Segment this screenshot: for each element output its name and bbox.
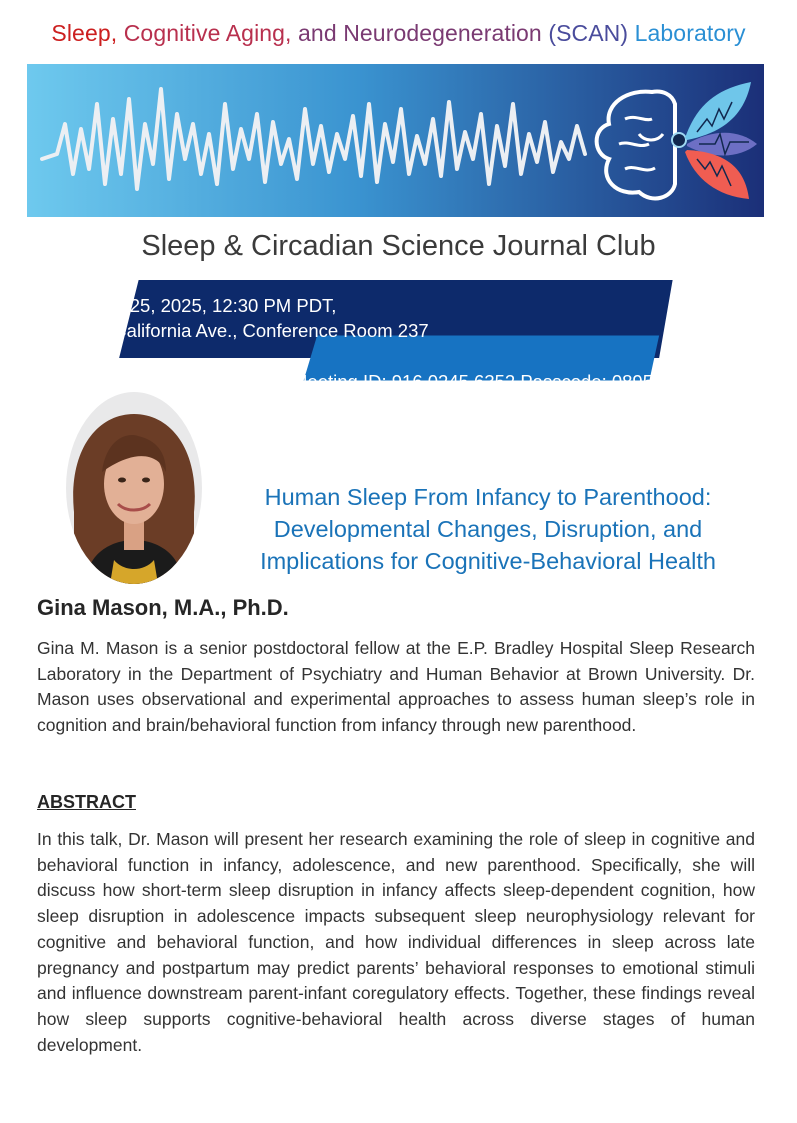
- lab-title-part-2: Cognitive Aging,: [117, 20, 292, 46]
- speaker-name: Gina Mason, M.A., Ph.D.: [37, 595, 289, 620]
- lab-title-part-1: Sleep,: [51, 20, 118, 46]
- speaker-bio: Gina M. Mason is a senior postdoctoral fellow at the E.P. Bradley Hospital Sleep Research Laboratory in the Department of Psychiatry and Human Behavior at Brown University. Dr. Mason uses observational and experimental approaches to assess human sleep’s role in cognition and brain/behavioral function from infancy through new parenthood.: [37, 638, 755, 736]
- journal-club-title: Sleep & Circadian Science Journal Club: [141, 230, 656, 262]
- lab-banner: [27, 64, 764, 217]
- lab-title-part-5: Laboratory: [628, 20, 746, 46]
- event-location: 5141 California Ave., Conference Room 237: [67, 320, 429, 341]
- talk-title-line: Human Sleep From Infancy to Parenthood:: [264, 484, 712, 510]
- lab-title-part-3: and Neurodegeneration: [291, 20, 542, 46]
- lab-title: [0, 20, 797, 47]
- meeting-info: Meeting ID: 916 0245 6352 Passcode: 089502: [292, 371, 674, 392]
- abstract-text: In this talk, Dr. Mason will present her research examining the role of sleep in cognitive and behavioral function in infancy, adolescence, and new parenthood. Specifically, she will discuss how short-term sleep disruption in infancy affects sleep-dependent cognition, how sleep disruption in adolescence impacts subsequent sleep neurophysiology relevant for cognitive and behavioral function, and how individual differences in sleep across late pregnancy and postpartum may predict parents’ behavioral responses to emotional stimuli and influence downstream parent-infant coregulatory effects. Together, these findings reveal how sleep supports cognitive-behavioral health across diverse stages of human development.: [37, 829, 755, 1055]
- event-date: August 25, 2025, 12:30 PM PDT,: [67, 295, 337, 316]
- talk-title-line: Developmental Changes, Disruption, and: [273, 516, 703, 542]
- speaker-photo: [66, 392, 202, 584]
- lab-title-part-4: (SCAN): [541, 20, 629, 46]
- talk-title: [220, 481, 756, 577]
- abstract-heading: ABSTRACT: [37, 792, 136, 812]
- talk-title-line: Implications for Cognitive-Behavioral Health: [260, 548, 716, 574]
